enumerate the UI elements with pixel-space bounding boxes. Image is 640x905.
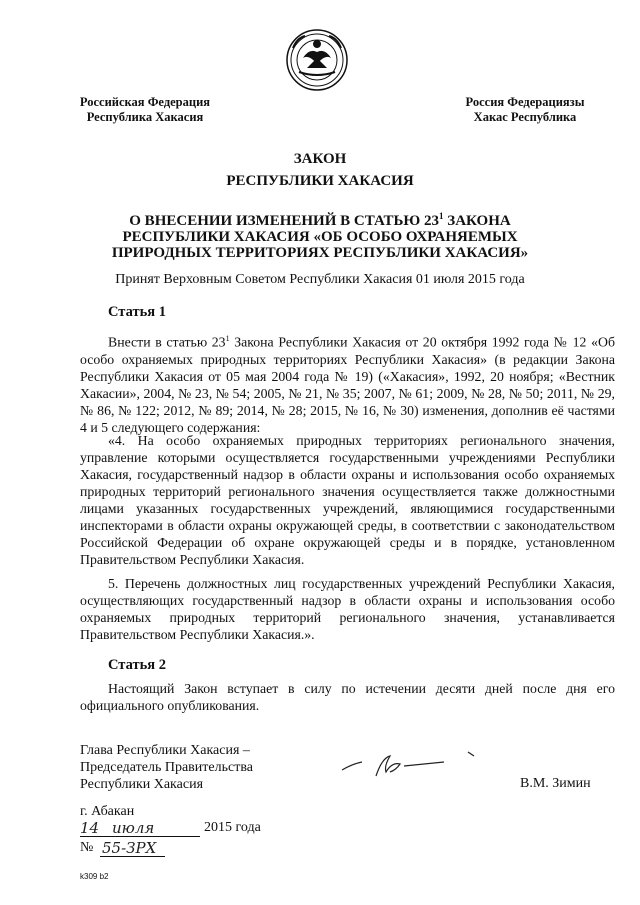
coat-of-arms-emblem <box>285 28 349 92</box>
header-left <box>60 95 230 125</box>
date-underline <box>80 836 200 837</box>
article-2-paragraph-1: Настоящий Закон вступает в силу по истечении десяти дней после дня его официального опубликования. <box>80 681 615 713</box>
number-value: 55-ЗРХ <box>102 839 157 857</box>
law-number <box>80 840 200 860</box>
article-1-paragraph-1: Внести в статью $23^1$ Закона Республики Хакасия от 20 октября 1992 года № 12 «Об особо охраняемых природных территориях Республики Хакасия» (в редакции Закона Республики Хакасия от 05 мая 2004 года № 19) («Хакасия», 1992, 20 ноября; «Вестник Хакасии», 2004, № 23, № 54; 2005, № 21, № 35; 2007, № 61; 2009, № 28, № 50; 2011, № 29, № 86, № 122; 2012, № 89; 2014, № 28; 2015, № 16, № 30) изменения, дополнив её частями 4 и 5 следующего содержания: <box>80 334 615 435</box>
date-year: 2015 года <box>204 820 261 835</box>
header-left-country: Российская Федерация <box>79 95 211 109</box>
law-heading <box>60 148 580 192</box>
header-left-republic: Республика Хакасия <box>86 110 204 124</box>
date-day: 14 <box>80 819 100 837</box>
title-line-1: О ВНЕСЕНИИ ИЗМЕНЕНИЙ В СТАТЬЮ $23^1$ ЗАКОНА <box>129 211 511 229</box>
number-underline <box>100 856 165 857</box>
title-line-3: ПРИРОДНЫХ ТЕРРИТОРИЯХ РЕСПУБЛИКИ ХАКАСИЯ» <box>111 245 529 261</box>
law-republic: РЕСПУБЛИКИ ХАКАСИЯ <box>226 173 414 189</box>
handwritten-signature <box>340 748 490 788</box>
date-month: июля <box>112 819 155 837</box>
article-2-heading: Статья 2 <box>108 657 166 673</box>
signatory-position: Глава Республики Хакасия – Председатель Правительства Республики Хакасия <box>80 743 253 792</box>
number-sign: № <box>80 840 94 855</box>
header-right-republic: Хакас Республика <box>473 110 577 124</box>
footer-code: k309 b2 <box>80 872 109 881</box>
signatory-name: В.М. Зимин <box>520 776 591 791</box>
article-1-paragraph-2: «4. На особо охраняемых природных территориях регионального значения, управление которыми осуществляется государственными учреждениями Республики Хакасия, государственный надзор в области охраны и использования особо охраняемых природных территорий регионального значения осуществляется также должностными лицами указанных государственных учреждений, являющимися государственными инспекторами в области охраны окружающей среды, в соответствии с законодательством Российской Федерации об охране окружающей среды и в порядке, установленном Правительством Республики Хакасия. <box>80 433 615 567</box>
article-1-heading: Статья 1 <box>108 304 166 320</box>
law-word: ЗАКОН <box>293 151 347 167</box>
header-right-country: Россия Федерациязы <box>465 95 585 109</box>
article-1-paragraph-3: 5. Перечень должностных лиц государственных учреждений Республики Хакасия, осуществляющих государственный надзор в области охраны и использования особо охраняемых природных территорий регионального значения, устанавливается Правительством Республики Хакасия.». <box>80 576 615 642</box>
title-line-2: РЕСПУБЛИКИ ХАКАСИЯ «ОБ ОСОБО ОХРАНЯЕМЫХ <box>122 229 518 245</box>
header-right <box>445 95 605 125</box>
signing-place: г. Абакан <box>80 804 135 819</box>
adoption-statement: Принят Верховным Советом Республики Хакасия 01 июля 2015 года <box>115 272 525 287</box>
law-title <box>60 208 580 261</box>
